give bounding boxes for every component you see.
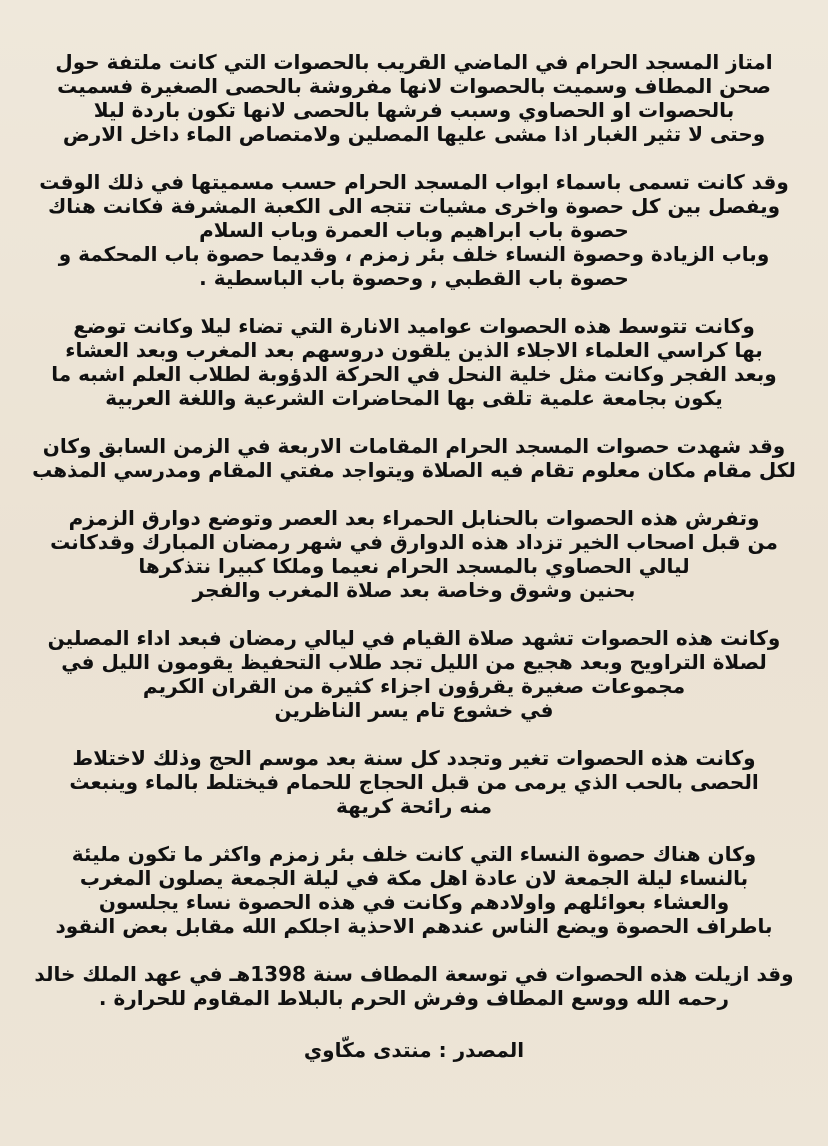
- text-line: حصوة باب ابراهيم وباب العمرة وباب السلام: [199, 218, 629, 242]
- article-body: [26, 50, 802, 1062]
- paragraph-intro: [26, 50, 802, 146]
- text-line: وكانت هذه الحصوات تغير وتجدد كل سنة بعد موسم الحج وذلك لاختلاط: [72, 746, 756, 770]
- text-line: لصلاة التراويح وبعد هجيع من الليل تجد طلاب التحفيظ يقومون الليل في: [61, 650, 767, 674]
- source-credit: المصدر : منتدى مكّاوي: [303, 1038, 525, 1062]
- text-line: والعشاء بعوائلهم واولادهم وكانت في هذه الحصوة نساء يجلسون: [98, 890, 730, 914]
- text-line: حصوة باب القطبي , وحصوة باب الباسطية .: [199, 266, 629, 290]
- text-line: منه رائحة كريهة: [336, 794, 492, 818]
- text-line: بها كراسي العلماء الاجلاء الذين يلقون دروسهم بعد المغرب وبعد العشاء: [65, 338, 763, 362]
- paragraph-renewal: [26, 746, 802, 818]
- paragraph-lighting: [26, 314, 802, 410]
- text-line: ليالي الحصاوي بالمسجد الحرام نعيما وملكا كبيرا نتذكرها: [138, 554, 690, 578]
- text-line: صحن المطاف وسميت بالحصوات لانها مفروشة بالحصى الصغيرة فسميت: [57, 74, 771, 98]
- text-line: في خشوع تام يسر الناظرين: [274, 698, 554, 722]
- paragraph-removal: [26, 962, 802, 1010]
- text-line: ويفصل بين كل حصوة واخرى مشيات تتجه الى الكعبة المشرفة فكانت هناك: [47, 194, 781, 218]
- paragraph-carpets: [26, 506, 802, 602]
- text-line: وكانت تتوسط هذه الحصوات عواميد الانارة التي تضاء ليلا وكانت توضع: [73, 314, 755, 338]
- text-line: من قبل اصحاب الخير تزداد هذه الدوارق في شهر رمضان المبارك وقدكانت: [50, 530, 778, 554]
- text-line: رحمه الله ووسع المطاف وفرش الحرم بالبلاط المقاوم للحرارة .: [98, 986, 730, 1010]
- text-line: وكان هناك حصوة النساء التي كانت خلف بئر زمزم واكثر ما تكون مليئة: [71, 842, 757, 866]
- paragraph-names: [26, 170, 802, 290]
- text-line: وقد ازيلت هذه الحصوات في توسعة المطاف سنة 1398هـ في عهد الملك خالد: [34, 962, 794, 986]
- text-line: بالنساء ليلة الجمعة لان عادة اهل مكة في ليلة الجمعة يصلون المغرب: [79, 866, 749, 890]
- paragraph-qiyam: [26, 626, 802, 722]
- text-line: وحتى لا تثير الغبار اذا مشى عليها المصلين ولامتصاص الماء داخل الارض: [62, 122, 766, 146]
- text-line: وباب الزيادة وحصوة النساء خلف بئر زمزم ، وقديما حصوة باب المحكمة و: [58, 242, 770, 266]
- text-line: وتفرش هذه الحصوات بالحنابل الحمراء بعد العصر وتوضع دوارق الزمزم: [68, 506, 760, 530]
- paragraph-maqamat: [26, 434, 802, 482]
- text-line: امتاز المسجد الحرام في الماضي القريب بالحصوات التي كانت ملتفة حول: [55, 50, 773, 74]
- paragraph-women: [26, 842, 802, 938]
- text-line: وبعد الفجر وكانت مثل خلية النحل في الحركة الدؤوبة لطلاب العلم اشبه ما: [51, 362, 777, 386]
- text-line: بحنين وشوق وخاصة بعد صلاة المغرب والفجر: [192, 578, 636, 602]
- text-line: يكون بجامعة علمية تلقى بها المحاضرات الشرعية واللغة العربية: [105, 386, 723, 410]
- text-line: وقد شهدت حصوات المسجد الحرام المقامات الاربعة في الزمن السابق وكان: [42, 434, 786, 458]
- text-line: لكل مقام مكان معلوم تقام فيه الصلاة ويتواجد مفتي المقام ومدرسي المذهب: [32, 458, 796, 482]
- text-line: وقد كانت تسمى باسماء ابواب المسجد الحرام حسب مسميتها في ذلك الوقت: [39, 170, 789, 194]
- text-line: مجموعات صغيرة يقرؤون اجزاء كثيرة من القران الكريم: [142, 674, 686, 698]
- text-line: باطراف الحصوة ويضع الناس عندهم الاحذية اجلكم الله مقابل بعض النقود: [55, 914, 773, 938]
- text-line: بالحصوات او الحصاوي وسبب فرشها بالحصى لانها تكون باردة ليلا: [93, 98, 735, 122]
- text-line: الحصى بالحب الذي يرمى من قبل الحجاج للحمام فيختلط بالماء وينبعث: [69, 770, 759, 794]
- text-line: وكانت هذه الحصوات تشهد صلاة القيام في ليالي رمضان فبعد اداء المصلين: [47, 626, 781, 650]
